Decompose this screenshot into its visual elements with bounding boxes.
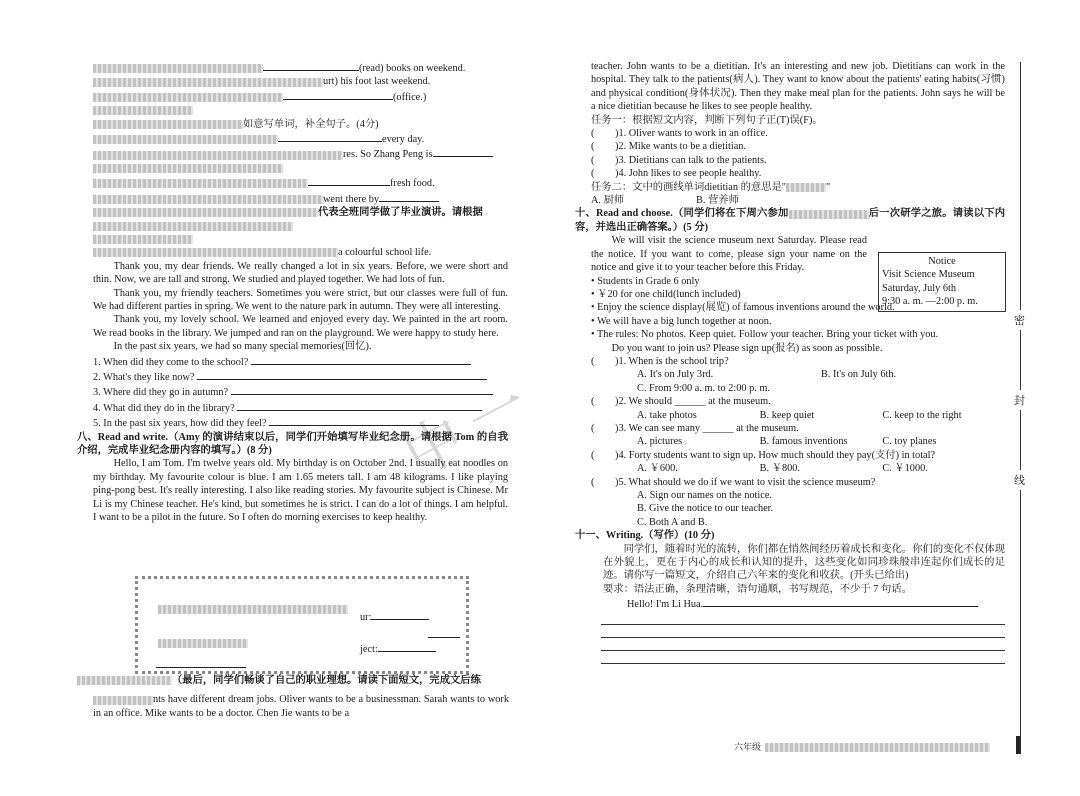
option-c[interactable]: C. Both A and B. <box>637 516 708 528</box>
writing-line[interactable] <box>601 651 1005 664</box>
option-b[interactable]: B. keep quiet <box>759 409 815 421</box>
right-column <box>575 60 1005 664</box>
writing-line[interactable] <box>703 596 978 607</box>
option-b[interactable]: B. famous inventions <box>759 436 848 448</box>
writing-line[interactable] <box>601 612 1005 625</box>
section-9 <box>77 674 509 720</box>
text-line: res. So Zhang Peng is <box>93 146 508 161</box>
seal-line-end <box>1016 736 1020 754</box>
notice-line: Saturday, July 6th <box>882 282 956 294</box>
option-a[interactable]: A. pictures <box>637 436 683 448</box>
option-a[interactable]: A. 厨师 <box>591 195 625 207</box>
option-c[interactable]: C. keep to the right <box>882 409 962 421</box>
option-a[interactable]: A. take photos <box>637 409 697 421</box>
bullet: • We will have a big lunch together at noon. <box>591 315 772 327</box>
text-line <box>93 219 508 232</box>
option-a[interactable]: A. ￥600. <box>637 463 678 475</box>
task-1-title: 任务一：根据短文内容，判断下列句子正(T)误(F)。 <box>591 114 823 126</box>
notice-title: Notice <box>928 256 956 267</box>
question-4: 4. What did they do in the library? <box>93 400 508 415</box>
answer-blank[interactable] <box>269 415 439 426</box>
text-line: 如意写单词，补全句子。(4分) <box>93 118 508 131</box>
text-line <box>93 233 508 246</box>
question-5: 5. In the past six years, how did they feel? <box>93 415 508 430</box>
writing-line[interactable] <box>601 625 1005 638</box>
text-line: went there by <box>93 191 508 206</box>
page-footer: 六年级 <box>734 740 990 753</box>
passage: teacher. John wants to be a dietitian. It's an interesting and new job. Dietitians can work in the hospital. They talk to the patients(病人). They want to know about the patients' eating habits(习惯) and physical condition(身体状况). Then they make meal plan for the patients. John says he will be a nice dietitian because he likes to see people healthy. <box>591 61 1005 113</box>
section-11-title: 十一、Writing.（写作）(10 分) <box>575 530 715 542</box>
option-a[interactable]: A. It's on July 3rd. <box>637 369 714 381</box>
task-2-title: 任务二：文中的画线单词dietitian 的意思是" " <box>591 181 831 193</box>
text-line: every day. <box>93 131 508 146</box>
answer-blank[interactable] <box>231 384 493 395</box>
tf-item[interactable]: ( )1. Oliver wants to work in an office. <box>591 128 768 140</box>
section-9-text: nts have different dream jobs. Oliver wants to be a businessman. Sarah wants to work in an office. Mike wants to be a doctor. Chen Jie wants to be a <box>93 694 509 719</box>
tf-item[interactable]: ( )3. Dietitians can talk to the patients. <box>591 154 767 166</box>
answer-blank[interactable] <box>251 354 471 365</box>
speech-paragraph: Thank you, my friendly teachers. Sometimes you were strict, but our classes were full of fun. We had different parties in spring. We went to the nature park in autumn. They were all interesting. <box>93 287 508 312</box>
box-label: ur: <box>360 609 429 623</box>
speech-paragraph: Thank you, my lovely school. We learned and enjoyed every day. We painted in the art room. We read books in the library. We jumped and ran on the playground. We were happy to study here. <box>93 314 508 339</box>
question-3: 3. Where did they go in autumn? <box>93 384 508 399</box>
notice-line: 9:30 a. m. —2:00 p. m. <box>882 296 978 308</box>
option-c[interactable]: C. toy planes <box>882 436 937 448</box>
question-1: 1. When did they come to the school? <box>93 354 508 369</box>
text-line: (read) books on weekend. <box>93 60 508 75</box>
choice-question: ( )4. Forty students want to sign up. How much should they pay(支付) in total? A. ￥600. B. ￥800. C. ￥1000. <box>591 449 1005 476</box>
section-7-title: 代表全班同学做了毕业演讲。请根据 <box>93 206 508 219</box>
option-a[interactable]: A. Sign our names on the notice. <box>637 490 772 501</box>
tom-introduction: Hello, I am Tom. I'm twelve years old. My birthday is on October 2nd. I usually eat noodles on my birthday. My favourite colour is blue. I am 1.65 meters tall. I am 48 kilograms. I like playing ping-pong best. It's really interesting. I also like reading stories. My favourite subject is Chinese. Mr Li is my Chinese teacher. He's kind, but sometimes he is strict. I can do a lot of things. I am helpful. I want to be a pilot in the future. So I often do morning exercises to keep healthy. <box>93 458 508 523</box>
left-column <box>77 60 508 524</box>
watermark: 中一 <box>392 362 552 491</box>
answer-blank[interactable] <box>197 369 487 380</box>
notice-intro: We will visit the science museum next Saturday. Please read the notice. If you want to come, please sign your name on the notice and give it to your teacher before this Friday. <box>591 235 867 274</box>
task-2-options <box>591 194 1005 207</box>
bullet: • Enjoy the science display(展览) of famous inventions around the world. <box>591 302 895 314</box>
option-c[interactable]: C. ￥1000. <box>882 463 928 475</box>
text-line <box>93 104 508 117</box>
seal-char-mi: 密 <box>1014 310 1025 330</box>
section-10-title: 十、Read and choose.（同学们将在下周六参加 后一次研学之旅。请读以下内容，并选出正确答案。）(5 分) <box>575 208 1005 233</box>
speech-intro: a colourful school life. <box>93 246 508 259</box>
option-b[interactable]: B. It's on July 6th. <box>821 369 897 381</box>
writing-requirements: 要求：语法正确，条理清晰，语句通顺，书写规范，不少于 7 句话。 <box>603 583 912 595</box>
memory-book-box <box>135 576 469 674</box>
bullet: • The rules: No photos. Keep quiet. Follow your teacher. Bring your ticket with you. <box>591 329 939 341</box>
speech-paragraph: In the past six years, we had so many special memories(回忆). <box>113 341 372 353</box>
seal-char-xian: 线 <box>1014 470 1025 490</box>
choice-question: ( )3. We can see many ______ at the museum. A. pictures B. famous inventions C. toy planes <box>591 422 1005 449</box>
answer-blank[interactable] <box>237 400 482 411</box>
text-line: (office.) <box>93 89 508 104</box>
section-9-title: （最后，同学们畅谈了自己的职业理想。请读下面短文，完成文后练 <box>77 674 509 687</box>
bullet: • ￥20 for one child(lunch included) <box>591 288 741 300</box>
option-b[interactable]: B. Give the notice to our teacher. <box>637 503 774 515</box>
seal-char-feng: 封 <box>1014 390 1025 410</box>
choice-question: ( )2. We should ______ at the museum. A. take photos B. keep quiet C. keep to the right <box>591 395 1005 422</box>
notice-box <box>878 252 1006 312</box>
text-line: fresh food. <box>93 175 508 190</box>
choice-question: ( )1. When is the school trip? A. It's on July 3rd. B. It's on July 6th. C. From 9:00 a. m. to 2:00 p. m. <box>591 355 1005 395</box>
option-c[interactable]: C. From 9:00 a. m. to 2:00 p. m. <box>637 382 771 394</box>
writing-prompt: 同学们，随着时光的流转，你们都在悄然间经历着成长和变化。你们的变化不仅体现在外貌上，更在于内心的成长和认知的提升，这些变化如同珍珠般串连起你们成长的足迹。请你写一篇短文，介绍自己六年来的变化和收获。(开头已给出) <box>603 543 1005 582</box>
notice-line: Visit Science Museum <box>882 269 975 281</box>
choice-question: ( )5. What should we do if we want to visit the science museum? A. Sign our names on the notice. B. Give the notice to our teacher. C. Both A and B. <box>591 476 1005 530</box>
section-8-title: 八、Read and write.（Amy 的演讲结束以后，同学们开始填写毕业纪念册。请根据 Tom 的自我介绍，完成毕业纪念册内容的填写。）(8 分) <box>77 431 508 456</box>
bullet: • Students in Grade 6 only <box>591 275 700 287</box>
option-b[interactable]: B. ￥800. <box>759 463 801 475</box>
writing-line[interactable] <box>601 638 1005 651</box>
text-line: urt) his foot last weekend. <box>93 75 508 88</box>
speech-paragraph: Thank you, my dear friends. We really changed a lot in six years. Before, we were short and thin. Now, we are tall and strong. We studied and played together. We had lots of fun. <box>93 260 508 286</box>
text-line <box>93 162 508 175</box>
option-b[interactable]: B. 营养师 <box>696 195 739 207</box>
signup-text: Do you want to join us? Please sign up(报名) as soon as possible. <box>611 342 883 354</box>
writing-start: Hello! I'm Li Hua. <box>591 596 1005 611</box>
question-2: 2. What's they like now? <box>93 369 508 384</box>
box-label: ject: <box>360 641 436 655</box>
tf-item[interactable]: ( )4. John likes to see people healthy. <box>591 168 762 180</box>
tf-item[interactable]: ( )2. Mike wants to be a dietitian. <box>591 141 746 153</box>
